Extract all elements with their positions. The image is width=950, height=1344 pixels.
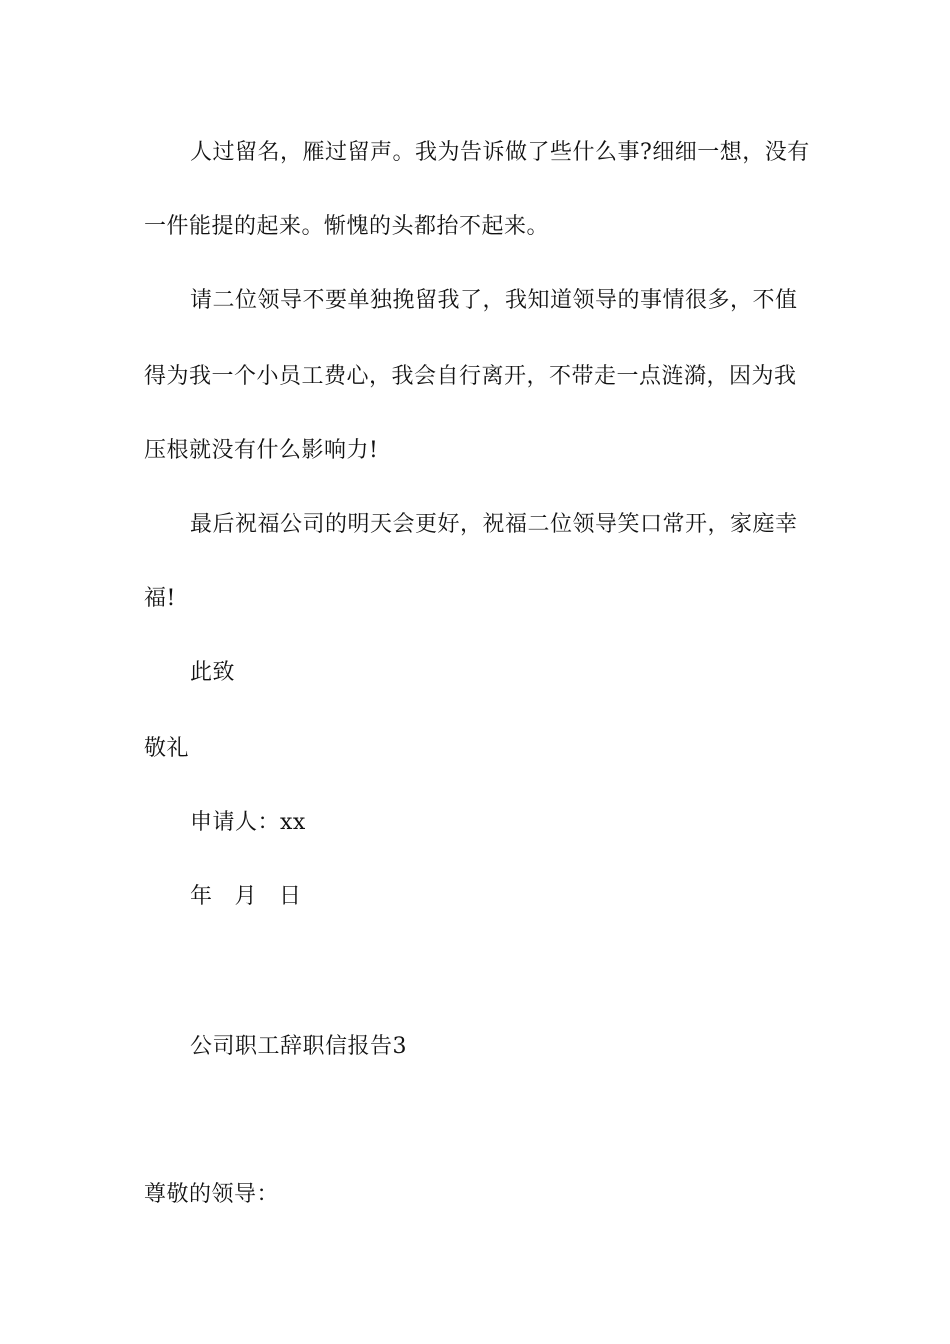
greeting: 尊敬的领导：	[144, 1182, 280, 1207]
paragraph-2-line-1: 请二位领导不要单独挽留我了，我知道领导的事情很多，不值	[190, 288, 798, 313]
paragraph-3-line-2: 福!	[144, 586, 176, 611]
signature-date	[190, 882, 814, 912]
date-year: 年	[190, 884, 213, 909]
paragraph-1-line-2: 一件能提的起来。惭愧的头都抬不起来。	[144, 214, 550, 239]
paragraph-2-line-2: 得为我一个小员工费心，我会自行离开，不带走一点涟漪，因为我	[144, 364, 797, 389]
paragraph-2-line-3: 压根就没有什么影响力!	[144, 438, 379, 463]
paragraph-1-line-1: 人过留名，雁过留声。我为告诉做了些什么事?细细一想，没有	[190, 140, 810, 165]
paragraph-3-line-1: 最后祝福公司的明天会更好，祝福二位领导笑口常开，家庭幸	[190, 512, 798, 537]
signature-applicant: 申请人：xx	[190, 810, 306, 835]
closing-regards: 敬礼	[144, 736, 190, 761]
date-day: 日	[279, 884, 302, 909]
date-month: 月	[234, 884, 258, 909]
section-title: 公司职工辞职信报告3	[190, 1034, 407, 1059]
closing-salutation: 此致	[190, 660, 236, 685]
